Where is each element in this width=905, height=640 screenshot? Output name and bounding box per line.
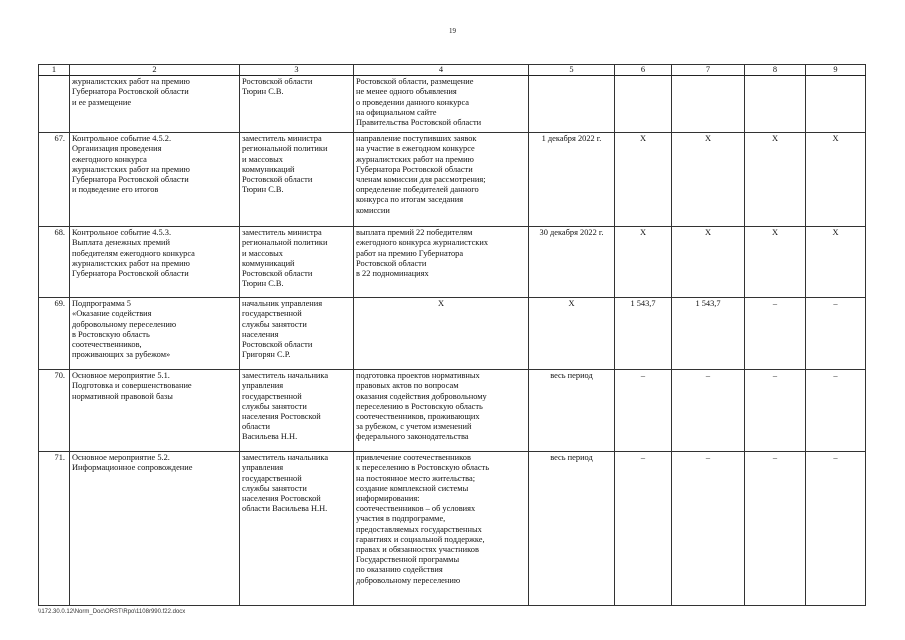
- cell-value: Х: [615, 227, 672, 298]
- expected-result: Х: [354, 298, 529, 370]
- event-name: Подпрограмма 5 «Оказание содействия добровольному переселению в Ростовскую область соотечественников, проживающих за рубежом»: [70, 298, 240, 370]
- responsible-person: начальник управления государственной службы занятости населения Ростовской области Григорян С.Р.: [240, 298, 354, 370]
- row-number: 69.: [39, 298, 70, 370]
- column-number: 4: [354, 65, 529, 76]
- completion-date: 1 декабря 2022 г.: [529, 133, 615, 227]
- column-number: 7: [672, 65, 745, 76]
- row-number: 71.: [39, 452, 70, 606]
- row-number: 67.: [39, 133, 70, 227]
- cell-value: Х: [806, 227, 866, 298]
- event-name: Контрольное событие 4.5.2. Организация проведения ежегодного конкурса журналистских работ на премию Губернатора Ростовской области и подведение его итогов: [70, 133, 240, 227]
- cell-value: –: [672, 370, 745, 452]
- row-number: [39, 76, 70, 133]
- cell-value: 1 543,7: [615, 298, 672, 370]
- cell-value: Х: [806, 133, 866, 227]
- event-name: Контрольное событие 4.5.3. Выплата денежных премий победителям ежегодного конкурса журналистских работ на премию Губернатора Ростовской области: [70, 227, 240, 298]
- column-number: 1: [39, 65, 70, 76]
- cell-value: Х: [745, 227, 806, 298]
- table-row: [39, 370, 866, 452]
- event-name: Основное мероприятие 5.2. Информационное сопровождение: [70, 452, 240, 606]
- row-number: 70.: [39, 370, 70, 452]
- column-number-row: [39, 65, 866, 76]
- expected-result: направление поступивших заявок на участие в ежегодном конкурсе журналистских работ на премию Губернатора Ростовской области членам комиссии для рассмотрения; определение победителей данного конкурса по итогам заседания комиссии: [354, 133, 529, 227]
- cell-value: –: [806, 370, 866, 452]
- cell-value: Х: [615, 133, 672, 227]
- cell-value: –: [672, 452, 745, 606]
- expected-result: подготовка проектов нормативных правовых актов по вопросам оказания содействия добровольному переселению в Ростовскую область соотечественников, проживающих за рубежом, с учетом изменений федерального законодательства: [354, 370, 529, 452]
- cell-value: Х: [745, 133, 806, 227]
- table-row: [39, 452, 866, 606]
- table-row: [39, 227, 866, 298]
- responsible-person: Ростовской области Тюрин С.В.: [240, 76, 354, 133]
- cell-value: –: [615, 370, 672, 452]
- event-name: Основное мероприятие 5.1. Подготовка и совершенствование нормативной правовой базы: [70, 370, 240, 452]
- responsible-person: заместитель начальника управления государственной службы занятости населения Ростовской области Васильева Н.Н.: [240, 452, 354, 606]
- page-number: 19: [449, 27, 456, 35]
- cell-value: Х: [672, 227, 745, 298]
- table-row: [39, 298, 866, 370]
- cell-value: –: [745, 298, 806, 370]
- cell-value: –: [806, 452, 866, 606]
- expected-result: Ростовской области, размещение не менее одного объявления о проведении данного конкурса на официальном сайте Правительства Ростовской области: [354, 76, 529, 133]
- cell-value: 1 543,7: [672, 298, 745, 370]
- cell-value: –: [745, 452, 806, 606]
- column-number: 9: [806, 65, 866, 76]
- event-name: журналистских работ на премию Губернатора Ростовской области и ее размещение: [70, 76, 240, 133]
- cell-value: [745, 76, 806, 133]
- completion-date: 30 декабря 2022 г.: [529, 227, 615, 298]
- cell-value: [672, 76, 745, 133]
- completion-date: весь период: [529, 370, 615, 452]
- column-number: 5: [529, 65, 615, 76]
- cell-value: [615, 76, 672, 133]
- column-number: 8: [745, 65, 806, 76]
- cell-value: –: [745, 370, 806, 452]
- row-number: 68.: [39, 227, 70, 298]
- column-number: 6: [615, 65, 672, 76]
- expected-result: привлечение соотечественников к переселению в Ростовскую область на постоянное место жительства; создание комплексной системы информирования: соотечественников – об условиях участия в подпрограмме, предоставляемых государственных гарантиях и социальной поддержке, правах и обязанностях участников Государственной программы по оказанию содействия добровольному переселению: [354, 452, 529, 606]
- expected-result: выплата премий 22 победителям ежегодного конкурса журналистских работ на премию Губернатора Ростовской области в 22 подноминациях: [354, 227, 529, 298]
- responsible-person: заместитель министра региональной политики и массовых коммуникаций Ростовской области Тюрин С.В.: [240, 133, 354, 227]
- responsible-person: заместитель начальника управления государственной службы занятости населения Ростовской области Васильева Н.Н.: [240, 370, 354, 452]
- cell-value: –: [615, 452, 672, 606]
- completion-date: Х: [529, 298, 615, 370]
- cell-value: [806, 76, 866, 133]
- completion-date: [529, 76, 615, 133]
- column-number: 3: [240, 65, 354, 76]
- column-number: 2: [70, 65, 240, 76]
- responsible-person: заместитель министра региональной политики и массовых коммуникаций Ростовской области Тюрин С.В.: [240, 227, 354, 298]
- cell-value: Х: [672, 133, 745, 227]
- table-row: [39, 133, 866, 227]
- completion-date: весь период: [529, 452, 615, 606]
- document-path: \\172.30.0.12\Norm_Doc\ORST\Rpo\1108r990.f22.docx: [38, 609, 186, 615]
- table-row: [39, 76, 866, 133]
- plan-table: [38, 64, 866, 606]
- cell-value: –: [806, 298, 866, 370]
